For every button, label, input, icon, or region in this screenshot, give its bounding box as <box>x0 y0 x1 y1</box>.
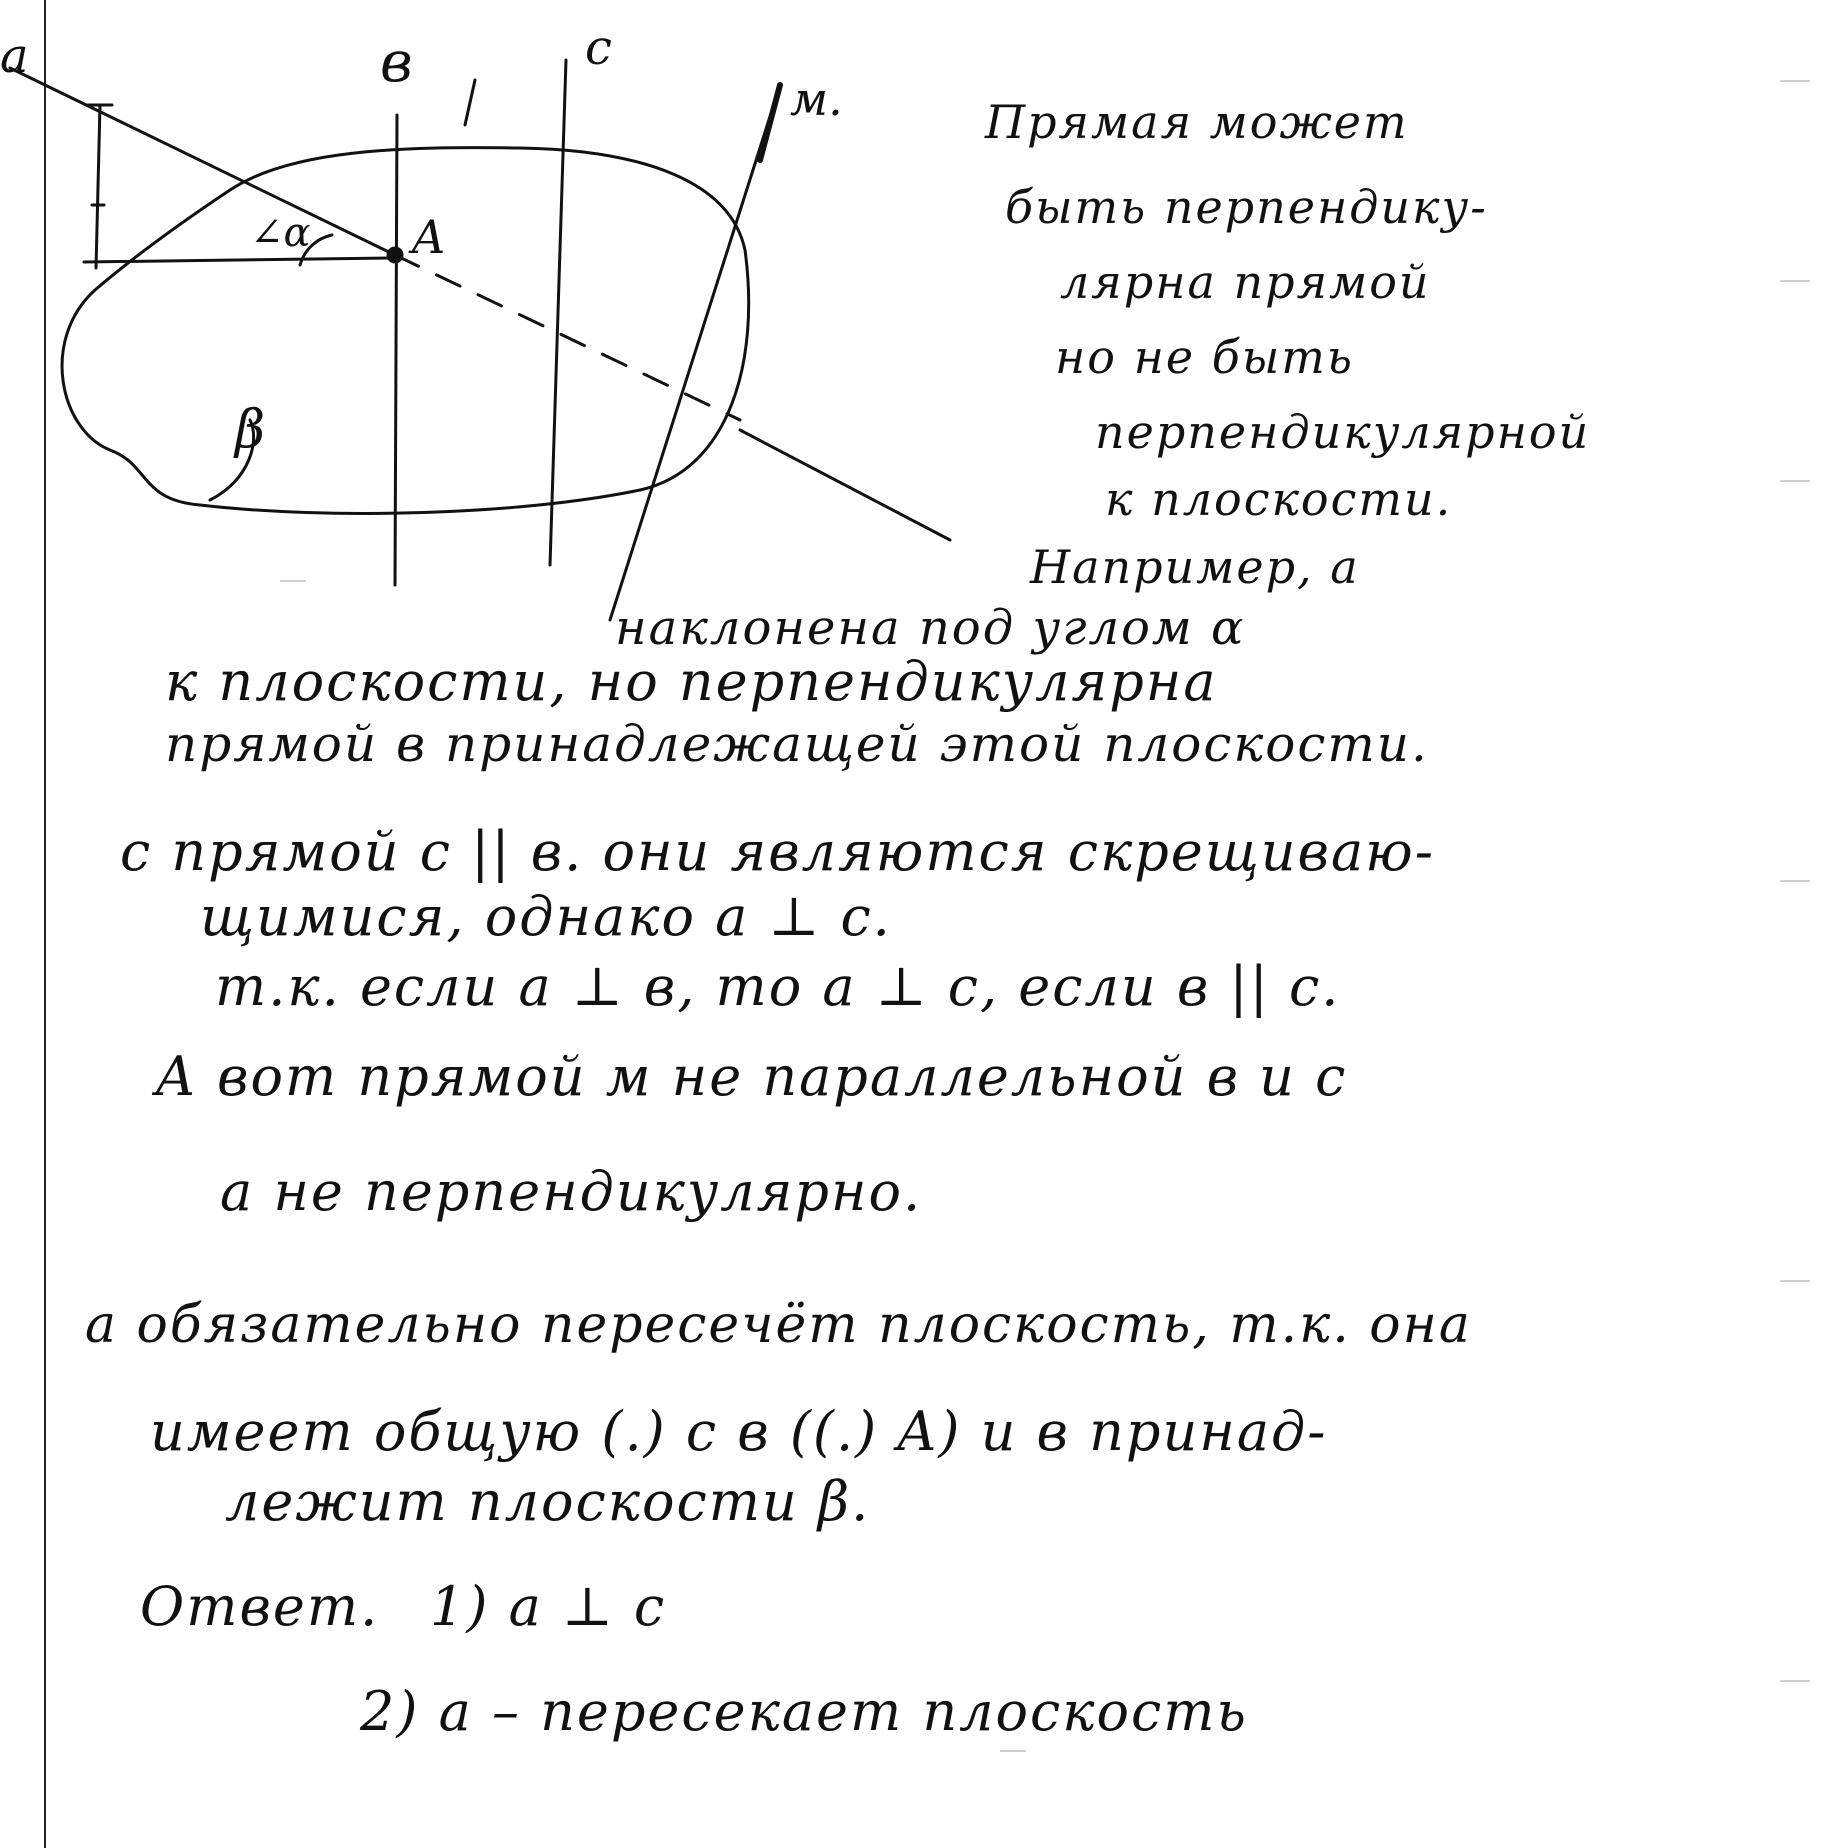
answer-item-2: 2) a – пересекает плоскость <box>360 1680 1248 1743</box>
line-c <box>550 60 566 565</box>
label-plane-beta: β <box>235 400 266 460</box>
side-note-line: быть перпендику- <box>1005 180 1488 234</box>
body-line: с прямой c || в. они являются скрещиваю- <box>120 820 1435 883</box>
body-line: А вот прямой м не параллельной в и c <box>155 1045 1348 1108</box>
body-line: a не перпендикулярно. <box>220 1160 923 1223</box>
side-note-line: Прямая может <box>985 95 1409 149</box>
conclusion-line: лежит плоскости β. <box>225 1470 871 1533</box>
label-line-m: м. <box>790 72 843 126</box>
body-line: щимися, однако a ⊥ c. <box>200 885 892 948</box>
side-note-line: к плоскости. <box>1105 472 1453 526</box>
side-note-line: лярна прямой <box>1060 255 1431 309</box>
label-angle-alpha: ∠α <box>250 210 311 256</box>
conclusion-line: имеет общую (.) с в ((.) A) и в принад- <box>150 1400 1328 1463</box>
side-note-line: перпендикулярной <box>1095 405 1591 459</box>
label-line-a: a <box>0 28 29 84</box>
projection-vertical <box>96 105 100 268</box>
side-note-line: но не быть <box>1055 330 1354 384</box>
body-line: к плоскости, но перпендикулярна <box>165 650 1218 713</box>
line-a <box>740 430 950 540</box>
side-note-line: Например, a <box>1030 540 1360 594</box>
conclusion-line: a обязательно пересечёт плоскость, т.к. она <box>85 1295 1472 1355</box>
answer-label: Ответ. <box>140 1575 380 1638</box>
answer-item-1: 1) a ⊥ c <box>430 1575 667 1638</box>
line-a <box>10 68 395 255</box>
plane-beta-outline <box>62 148 749 514</box>
side-note-line: наклонена под углом α <box>615 600 1246 656</box>
line-m <box>610 85 780 620</box>
point-A-dot <box>388 248 402 262</box>
label-line-c: c <box>585 20 612 76</box>
body-line: т.к. если a ⊥ в, то a ⊥ c, если в || c. <box>215 955 1341 1018</box>
label-line-b: в <box>380 30 413 95</box>
line-b <box>395 115 397 585</box>
label-point-A: A <box>412 210 446 264</box>
projection-horizontal <box>84 258 390 262</box>
line-a-hidden <box>395 255 740 420</box>
body-line: прямой в принадлежащей этой плоскости. <box>165 715 1429 773</box>
